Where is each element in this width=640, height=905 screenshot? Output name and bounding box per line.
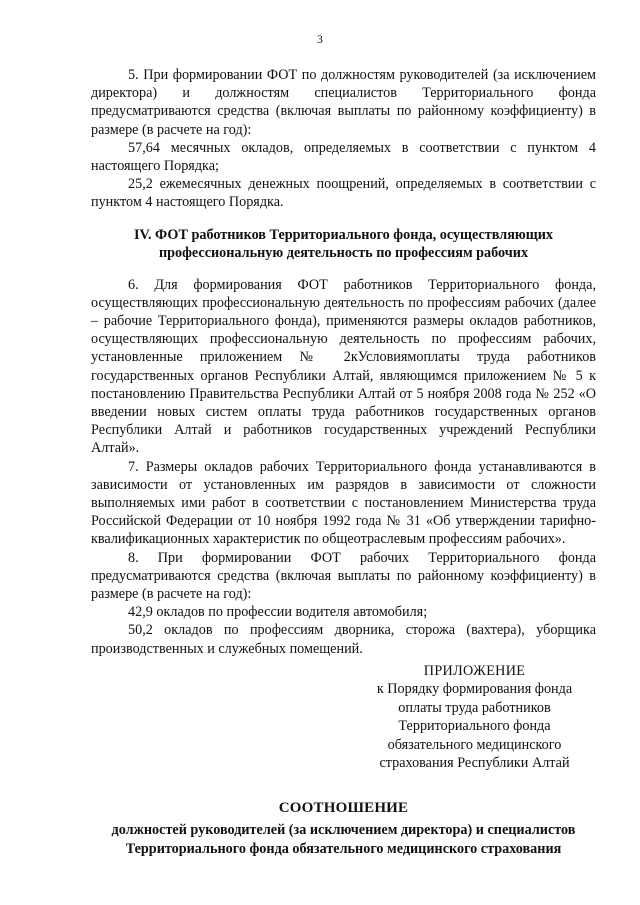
section-heading-line-2: профессиональную деятельность по профессиям рабочих	[158, 245, 529, 262]
appendix-line: оплаты труда работников	[398, 699, 551, 716]
appendix-line: Территориального фонда	[398, 718, 551, 735]
section-heading-line-1: IV. ФОТ работников Территориального фонда, осуществляющих	[134, 226, 553, 243]
paragraph-5-item-salaries: 57,64 месячных окладов, определяемых в соответствии с пунктом 4 настоящего Порядка;	[91, 139, 596, 175]
document-body	[91, 66, 596, 858]
ratio-subtitle-line-1: должностей руководителей (за исключением директора) и специалистов	[111, 822, 576, 839]
section-heading-iv	[91, 226, 596, 263]
paragraph-7: 7. Размеры окладов рабочих Территориального фонда устанавливаются в зависимости от установленных им разрядов в зависимости от сложности выполняемых ими работ в соответствии с постановлением Министерства труда Российской Федерации от 10 ноября 1992 года № 31 «Об утверждении тарифно-квалификационных характеристик по общеотраслевым профессиям рабочих».	[91, 458, 596, 548]
appendix-line: к Порядку формирования фонда	[376, 681, 573, 698]
ratio-title: СООТНОШЕНИЕ	[278, 799, 409, 816]
appendix-line: обязательного медицинского	[387, 736, 562, 753]
appendix-title: ПРИЛОЖЕНИЕ	[423, 662, 526, 679]
paragraph-8: 8. При формировании ФОТ рабочих Территориального фонда предусматриваются средства (включая выплаты по районному коэффициенту) в размере (в расчете на год):	[91, 549, 596, 603]
appendix-block	[91, 662, 596, 773]
paragraph-8-item-janitor: 50,2 окладов по профессиям дворника, сторожа (вахтера), уборщика производственных и служебных помещений.	[91, 622, 596, 657]
paragraph-6: 6. Для формирования ФОТ работников Территориального фонда, осуществляющих профессиональную деятельность по профессиям рабочих (далее – рабочие Территориального фонда), применяются размеры окладов работников, осуществляющих профессиональную деятельность по профессиям рабочих, установленные приложением № 2кУсловиямоплаты труда работников государственных органов Республики Алтай, являющимся приложением № 5 к постановлению Правительства Республики Алтай от 5 ноября 2008 года № 252 «О введении новых систем оплаты труда работников государственных органов Республики Алтай и работников государственных учреждений Республики Алтай».	[91, 276, 596, 457]
appendix-line: страхования Республики Алтай	[379, 755, 570, 772]
ratio-subtitle	[83, 821, 604, 858]
paragraph-5: 5. При формировании ФОТ по должностям руководителей (за исключением директора) и должностям специалистов Территориального фонда предусматриваются средства (включая выплаты по районному коэффициенту) в размере (в расчете на год):	[91, 67, 596, 138]
ratio-subtitle-line-2: Территориального фонда обязательного медицинского страхования	[125, 840, 562, 857]
page-number: 3	[317, 34, 323, 46]
paragraph-5-item-bonuses: 25,2 ежемесячных денежных поощрений, определяемых в соответствии с пунктом 4 настоящего Порядка.	[91, 176, 596, 211]
paragraph-8-item-driver: 42,9 окладов по профессии водителя автомобиля;	[128, 604, 428, 621]
